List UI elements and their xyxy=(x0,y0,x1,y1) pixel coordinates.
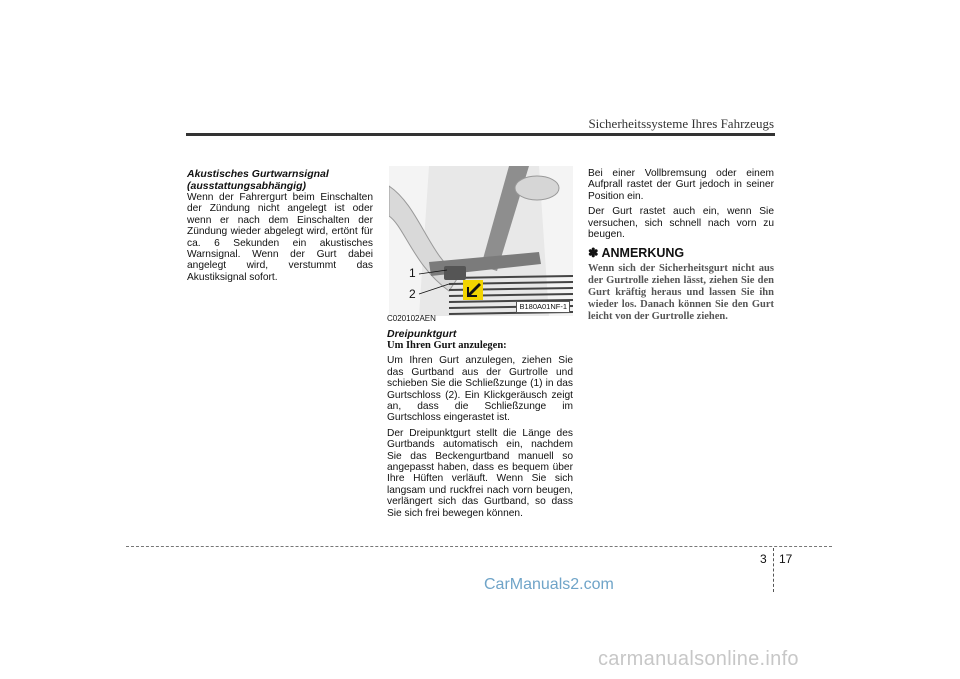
callout-1: 1 xyxy=(409,266,416,280)
heading-seatbelt-warning: Akustisches Gurtwarnsignal xyxy=(187,168,329,180)
column-left xyxy=(187,168,373,287)
fasten-paragraph: Um Ihren Gurt anzulegen, ziehen Sie das Gurtband aus der Gurtrolle und schieben Sie die Schließzunge (1) in das Gurtschloss (2). Ein Klickgeräusch zeigt an, dass die Schließzunge im Gurtschloss eingerastet ist. xyxy=(387,355,573,424)
subheading-fasten: Um Ihren Gurt anzulegen: xyxy=(387,340,507,352)
page-separator xyxy=(773,548,774,592)
locking-paragraph: Bei einer Vollbremsung oder einem Aufprall rastet der Gurt jedoch in seiner Position ein. xyxy=(588,168,774,202)
note-heading: ✽ ANMERKUNG xyxy=(588,246,685,261)
heading-three-point-belt: Dreipunktgurt xyxy=(387,328,457,341)
seatbelt-figure xyxy=(389,166,573,316)
reference-code: C020102AEN xyxy=(387,314,436,323)
warning-paragraph: Wenn der Fahrergurt beim Einschalten der Zündung nicht angelegt ist oder wenn er nach dem Einschalten der Zündung wieder abgelegt wird, ertönt für ca. 6 Sekunden ein akustisches Warnsignal. Wenn der Gurt dabei angelegt wird, verstummt das Akustiksignal sofort. xyxy=(187,192,373,283)
column-right xyxy=(588,168,774,327)
adjust-paragraph: Der Dreipunktgurt stellt die Länge des Gurtbands automatisch ein, nachdem Sie das Beckengurtband manuell so angepasst haben, dass es bequem über Ihre Hüften verläuft. Wenn Sie sich langsam und ruckfrei nach vorn beugen, verlängert sich das Gurtband, so dass Sie sich frei bewegen können. xyxy=(387,427,573,519)
seatbelt-buckle-illustration xyxy=(389,166,573,316)
note-body: Wenn sich der Sicherheitsgurt nicht aus der Gurtrolle ziehen lässt, ziehen Sie den Gurt kräftig heraus und lassen Sie ihn wieder los. Danach können Sie den Gurt leicht von der Gurtrolle ziehen. xyxy=(588,262,774,322)
chapter-number: 3 xyxy=(760,552,767,566)
page-number: 17 xyxy=(779,552,793,566)
heading-optional: (ausstattungsabhängig) xyxy=(187,180,307,192)
lean-paragraph: Der Gurt rastet auch ein, wenn Sie versuchen, sich schnell nach vorn zu beugen. xyxy=(588,206,774,241)
watermark-top[interactable]: CarManuals2.com xyxy=(484,576,614,593)
figure-code: B180A01NF-1 xyxy=(516,301,570,313)
watermark-bottom[interactable]: carmanualsonline.info xyxy=(598,648,799,670)
header-rule xyxy=(186,133,775,136)
column-middle xyxy=(387,313,573,523)
section-title: Sicherheitssysteme Ihres Fahrzeugs xyxy=(588,116,774,131)
callout-2: 2 xyxy=(409,287,416,301)
footer-rule xyxy=(126,546,832,547)
